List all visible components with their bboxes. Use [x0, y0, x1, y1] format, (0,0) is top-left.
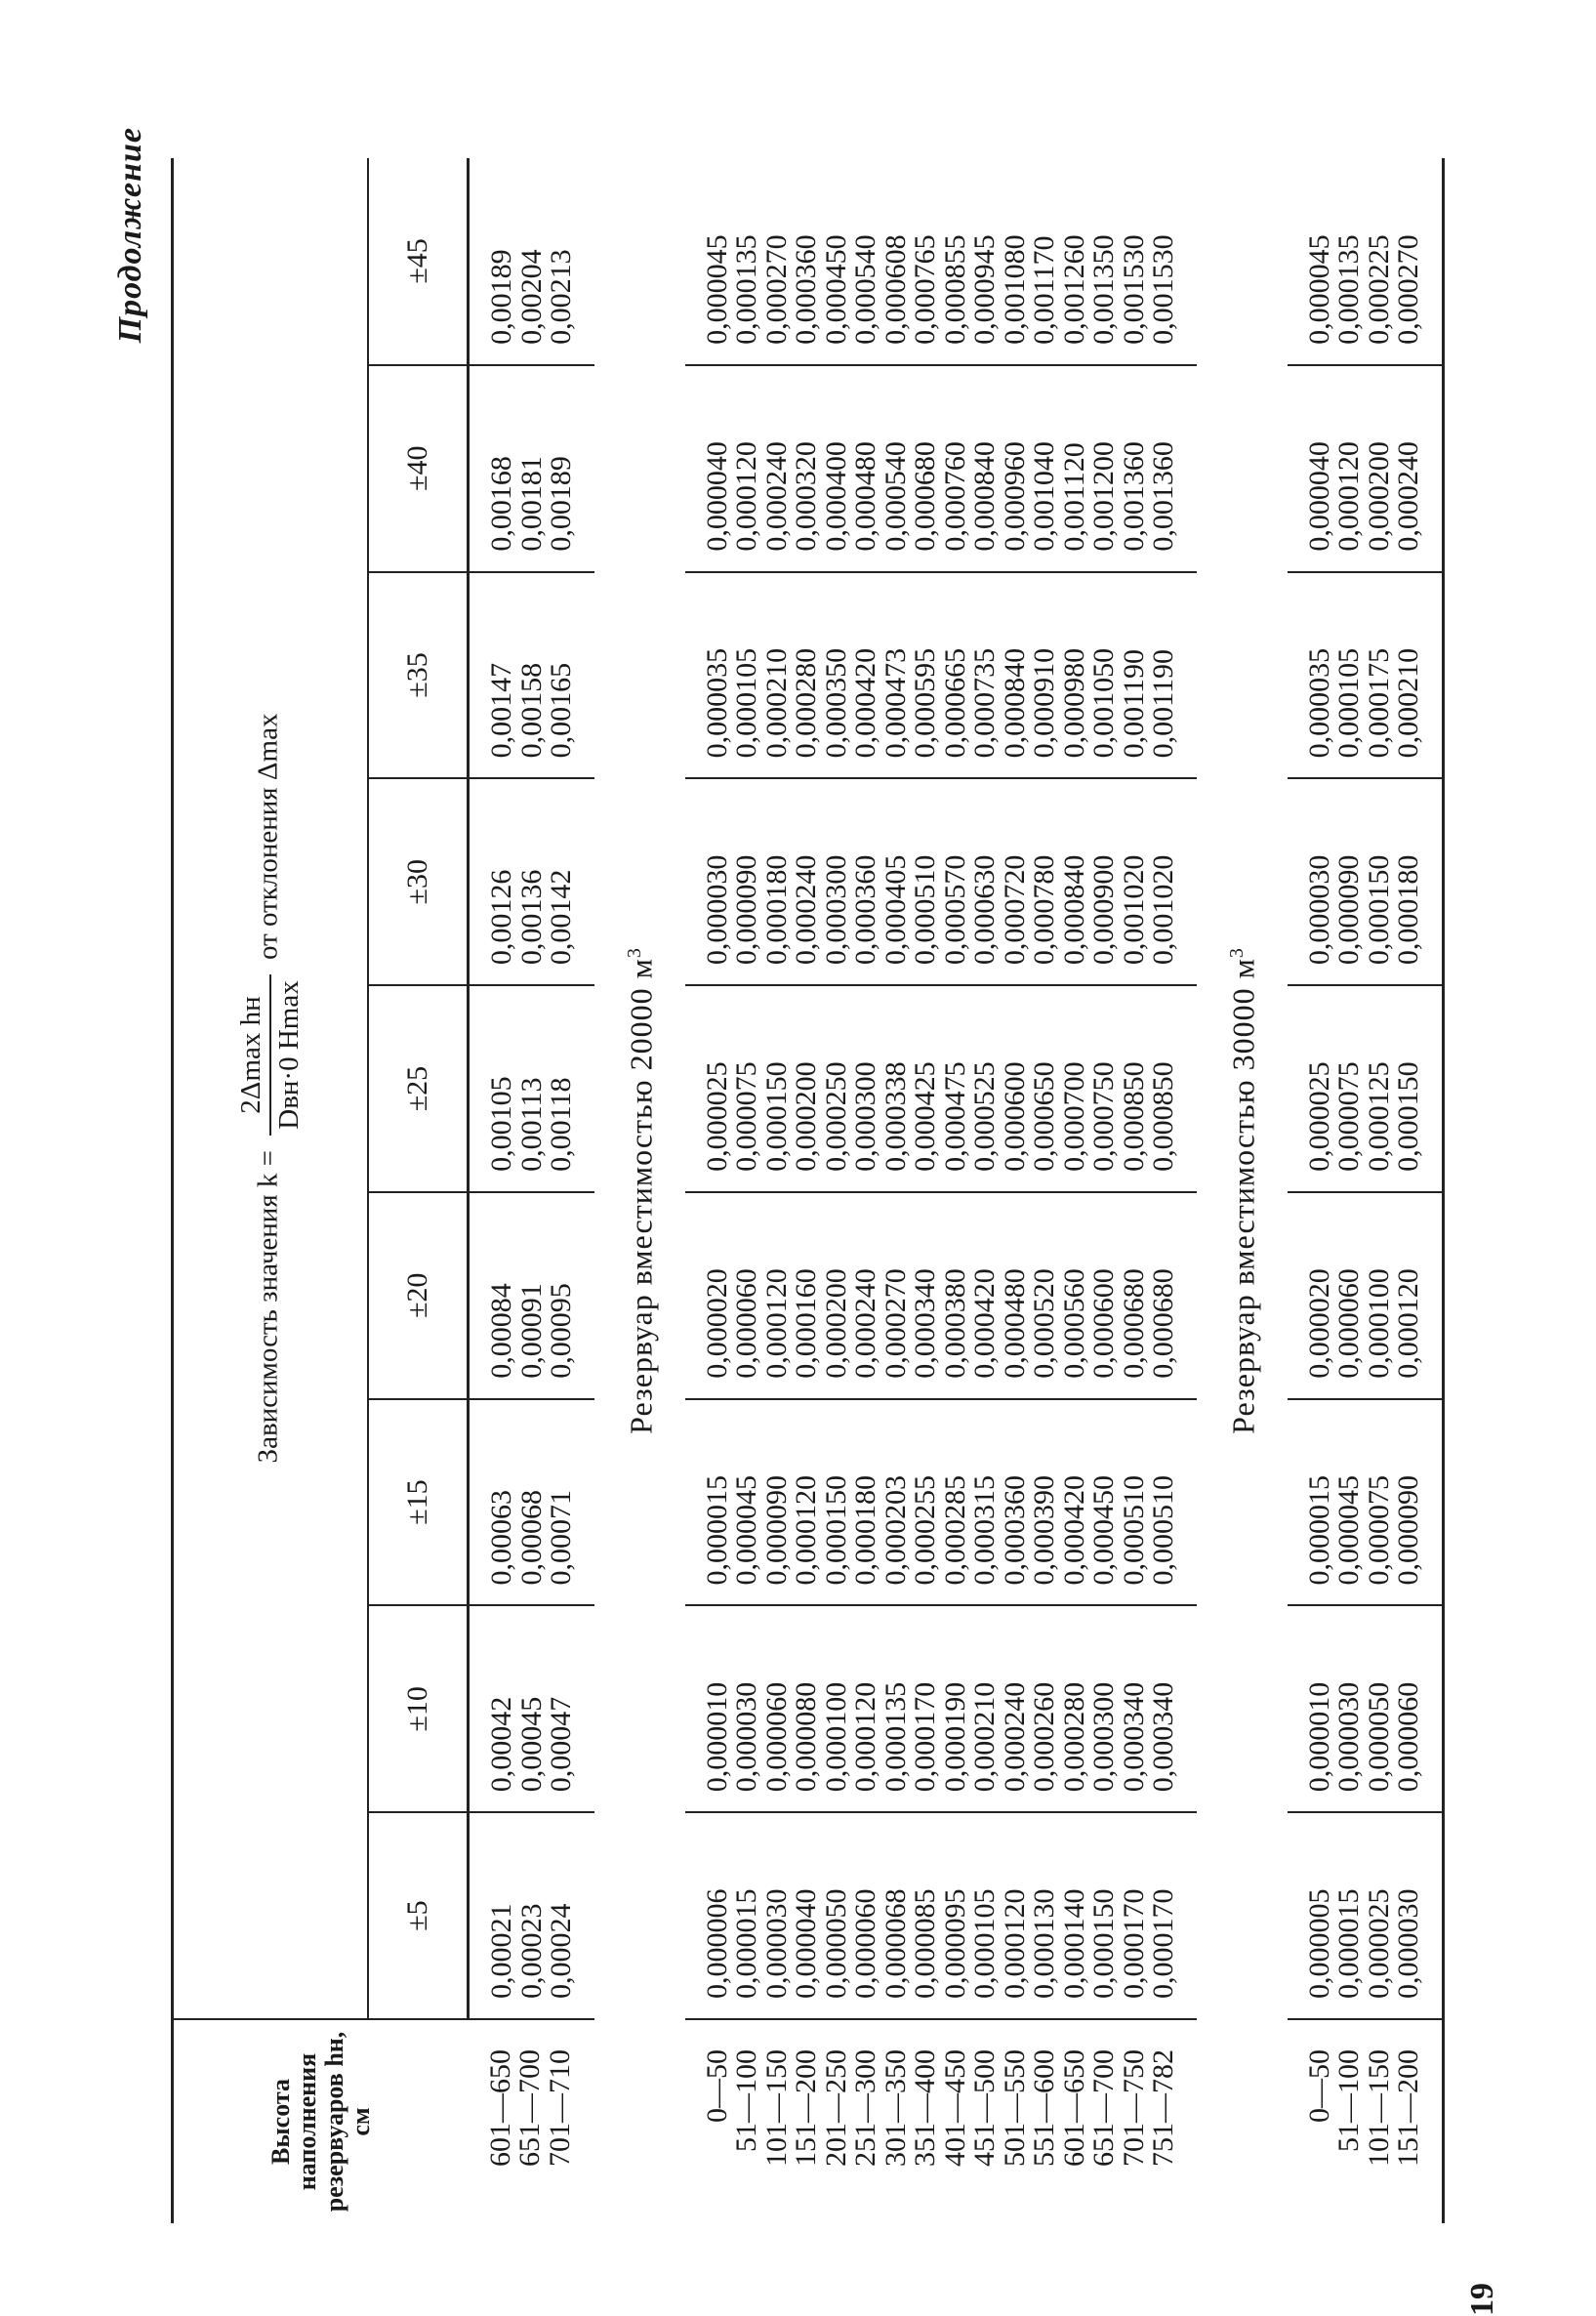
k-value: 0,000010: [700, 1681, 733, 1793]
k-value: 0,000240: [998, 1681, 1031, 1793]
k-value: 0,000090: [1392, 1474, 1425, 1586]
k-value: 0,000025: [1302, 1061, 1335, 1172]
k-value: 0,000150: [759, 1061, 793, 1172]
height-range: 51—100: [730, 2048, 763, 2152]
k-value: 0,000025: [700, 1061, 733, 1172]
k-value: 0,000120: [730, 441, 763, 552]
value-cell-column: [685, 985, 1197, 1192]
k-value: 0,00136: [514, 869, 548, 966]
k-value: 0,000030: [1332, 1681, 1366, 1793]
k-value: 0,000150: [819, 1474, 852, 1586]
k-value: 0,000045: [1302, 234, 1335, 345]
value-cell-column: [685, 1399, 1197, 1606]
k-value: 0,000180: [849, 1474, 882, 1586]
formula-header: [173, 158, 369, 2019]
height-range: 51—100: [1332, 2048, 1366, 2152]
value-cell-column: [1288, 1812, 1444, 2019]
k-value: 0,00021: [485, 1903, 517, 1999]
height-range: 251—300: [849, 2048, 882, 2167]
k-value: 0,000100: [1362, 1268, 1395, 1379]
k-value: 0,00147: [485, 662, 517, 759]
block-row: [469, 158, 594, 2223]
height-range: 0—50: [700, 2048, 733, 2123]
k-value: 0,000240: [1392, 441, 1425, 552]
k-value: 0,000035: [700, 647, 733, 759]
k-value: 0,000910: [1028, 647, 1061, 759]
k-value: 0,00063: [485, 1489, 517, 1586]
k-value: 0,000040: [1302, 441, 1335, 552]
k-value: 0,000480: [849, 441, 882, 552]
k-value: 0,000240: [759, 441, 793, 552]
k-value: 0,000240: [849, 1268, 882, 1379]
height-range: 651—700: [1087, 2048, 1121, 2167]
k-value: 0,000340: [909, 1268, 942, 1379]
k-value: 0,001050: [1087, 647, 1121, 759]
k-value: 0,000350: [819, 647, 852, 759]
k-value: 0,00105: [485, 1076, 517, 1172]
k-value: 0,000680: [909, 441, 942, 552]
k-value: 0,000090: [1332, 854, 1366, 966]
value-cell-column: [1288, 1399, 1444, 1606]
k-value: 0,000340: [1117, 1681, 1150, 1793]
height-range: 601—650: [1057, 2048, 1090, 2167]
k-value: 0,000120: [998, 1888, 1031, 1999]
k-value: 0,000680: [1147, 1268, 1180, 1379]
k-value: 0,000135: [730, 234, 763, 345]
height-cell-column: [1288, 2019, 1444, 2223]
k-value: 0,000700: [1057, 1061, 1090, 1172]
k-value: 0,000140: [1057, 1888, 1090, 1999]
k-value: 0,000600: [1087, 1268, 1121, 1379]
k-value: 0,000015: [730, 1888, 763, 1999]
k-value: 0,00084: [485, 1283, 517, 1379]
k-value: 0,000850: [1117, 1061, 1150, 1172]
k-value: 0,000765: [909, 234, 942, 345]
k-value: 0,000280: [790, 647, 823, 759]
k-value: 0,000068: [879, 1888, 912, 1999]
k-value: 0,00158: [514, 662, 548, 759]
k-value: 0,000020: [700, 1268, 733, 1379]
k-value: 0,000010: [1302, 1681, 1335, 1793]
k-value: 0,000510: [1147, 1474, 1180, 1586]
k-value: 0,000320: [790, 441, 823, 552]
deviation-header: ±40: [368, 365, 469, 572]
formula-denominator: Dвн·0 Hmax: [273, 980, 305, 1130]
k-value: 0,000170: [909, 1681, 942, 1793]
height-range: 351—400: [909, 2048, 942, 2167]
k-value: 0,000750: [1087, 1061, 1121, 1172]
value-cell-column: [685, 572, 1197, 779]
k-value: 0,000285: [938, 1474, 971, 1586]
height-cell-column: [469, 2019, 594, 2223]
height-range: 301—350: [879, 2048, 912, 2167]
section-title: Резервуар вместимостью 20000 м: [623, 958, 659, 1434]
k-value: 0,000405: [879, 854, 912, 966]
deviation-header: ±10: [368, 1605, 469, 1812]
value-cell-column: [469, 985, 594, 1192]
k-value: 0,001360: [1147, 441, 1180, 552]
formula-fraction: [235, 974, 306, 1135]
height-range: 651—700: [513, 2048, 546, 2167]
k-value: 0,000120: [1332, 441, 1366, 552]
k-value: 0,001190: [1117, 649, 1150, 759]
value-cell-column: [469, 365, 594, 572]
k-value: 0,000315: [968, 1474, 1002, 1586]
k-value: 0,000595: [909, 647, 942, 759]
k-value: 0,000450: [1087, 1474, 1121, 1586]
k-value: 0,00189: [485, 249, 517, 345]
height-range: 551—600: [1028, 2048, 1061, 2167]
k-value: 0,000210: [1392, 647, 1425, 759]
k-value: 0,000760: [938, 441, 971, 552]
k-value: 0,000170: [1147, 1888, 1180, 1999]
height-range: 101—150: [1362, 2048, 1395, 2167]
k-value: 0,001200: [1087, 441, 1121, 552]
k-value: 0,000450: [819, 234, 852, 345]
k-value: 0,000270: [879, 1268, 912, 1379]
k-value: 0,000150: [1362, 854, 1395, 966]
k-value: 0,000085: [909, 1888, 942, 1999]
k-value: 0,00024: [545, 1903, 577, 1999]
k-value: 0,000090: [759, 1474, 793, 1586]
k-value: 0,000255: [909, 1474, 942, 1586]
k-value: 0,00047: [545, 1696, 577, 1793]
k-value: 0,000360: [849, 854, 882, 966]
k-value: 0,000240: [790, 854, 823, 966]
height-range: 151—200: [790, 2048, 823, 2167]
k-value: 0,000075: [1362, 1474, 1395, 1586]
k-value: 0,000030: [1302, 854, 1335, 966]
k-value: 0,000260: [1028, 1681, 1061, 1793]
deviation-header: ±15: [368, 1399, 469, 1606]
block-row: [685, 158, 1197, 2223]
page-number-wrap: [1464, 2283, 1501, 2316]
k-value: 0,000300: [819, 854, 852, 966]
k-value: 0,000060: [730, 1268, 763, 1379]
k-value: 0,000200: [790, 1061, 823, 1172]
k-value: 0,001360: [1117, 441, 1150, 552]
k-value: 0,000030: [730, 1681, 763, 1793]
k-value: 0,001260: [1057, 234, 1090, 345]
k-value: 0,000630: [968, 854, 1002, 966]
value-cell-column: [469, 1192, 594, 1399]
k-value: 0,000060: [1332, 1268, 1366, 1379]
k-value: 0,00168: [485, 456, 517, 552]
k-value: 0,000720: [998, 854, 1031, 966]
k-value: 0,000570: [938, 854, 971, 966]
value-cell-column: [469, 572, 594, 779]
k-value: 0,000040: [700, 441, 733, 552]
k-value: 0,000840: [1057, 854, 1090, 966]
k-value: 0,000475: [938, 1061, 971, 1172]
k-value: 0,000945: [968, 234, 1002, 345]
section-row: [594, 158, 685, 2223]
k-value: 0,00165: [545, 662, 577, 759]
k-value: 0,000135: [1332, 234, 1366, 345]
k-value: 0,000180: [1392, 854, 1425, 966]
formula-numerator: 2Δmax hн: [235, 974, 271, 1135]
value-cell-column: [1288, 1192, 1444, 1399]
height-range: 401—450: [938, 2048, 971, 2167]
k-value: 0,000080: [790, 1681, 823, 1793]
k-value: 0,000030: [759, 1888, 793, 1999]
k-value: 0,000608: [879, 234, 912, 345]
k-value: 0,001020: [1147, 854, 1180, 966]
section-row: [1197, 158, 1288, 2223]
k-value: 0,000525: [968, 1061, 1002, 1172]
k-value: 0,000473: [879, 647, 912, 759]
k-value: 0,00045: [514, 1696, 548, 1793]
k-value: 0,00118: [545, 1077, 577, 1172]
k-value: 0,000160: [790, 1268, 823, 1379]
k-value: 0,000980: [1057, 647, 1090, 759]
value-cell-column: [685, 1605, 1197, 1812]
k-value: 0,000120: [849, 1681, 882, 1793]
value-cell-column: [1288, 365, 1444, 572]
k-value: 0,000270: [759, 234, 793, 345]
deviation-header-row: [368, 158, 469, 2223]
value-cell-column: [685, 1192, 1197, 1399]
k-value: 0,000120: [759, 1268, 793, 1379]
deviation-table: [171, 158, 1445, 2223]
k-value: 0,000090: [730, 854, 763, 966]
k-value: 0,000200: [1362, 441, 1395, 552]
k-value: 0,000210: [968, 1681, 1002, 1793]
table-body: [469, 158, 1444, 2223]
k-value: 0,000120: [1392, 1268, 1425, 1379]
k-value: 0,000400: [819, 441, 852, 552]
k-value: 0,000005: [1302, 1888, 1335, 1999]
k-value: 0,00095: [545, 1283, 577, 1379]
value-cell-column: [469, 1605, 594, 1812]
value-cell-column: [469, 1399, 594, 1606]
value-cell-column: [1288, 1605, 1444, 1812]
k-value: 0,000060: [759, 1681, 793, 1793]
value-cell-column: [1288, 572, 1444, 779]
k-value: 0,000855: [938, 234, 971, 345]
k-value: 0,00091: [514, 1283, 548, 1379]
k-value: 0,000125: [1362, 1061, 1395, 1172]
k-value: 0,000900: [1087, 854, 1121, 966]
k-value: 0,001530: [1117, 234, 1150, 345]
k-value: 0,000105: [1332, 647, 1366, 759]
k-value: 0,000006: [700, 1888, 733, 1999]
k-value: 0,000510: [1117, 1474, 1150, 1586]
height-range: 451—500: [968, 2048, 1002, 2167]
k-value: 0,000480: [998, 1268, 1031, 1379]
k-value: 0,000390: [1028, 1474, 1061, 1586]
k-value: 0,000075: [1332, 1061, 1366, 1172]
k-value: 0,00213: [545, 249, 577, 345]
k-value: 0,000150: [1392, 1061, 1425, 1172]
value-cell-column: [685, 778, 1197, 985]
height-range: 751—782: [1147, 2048, 1180, 2167]
height-column-header: Высота наполнения резервуаров hн, см: [173, 2019, 469, 2223]
deviation-header: ±25: [368, 985, 469, 1192]
k-value: 0,00042: [485, 1696, 517, 1793]
formula-suffix: от отклонения Δmax: [252, 713, 284, 961]
height-range: 0—50: [1302, 2048, 1335, 2123]
height-range: 501—550: [998, 2048, 1031, 2167]
height-range: 101—150: [759, 2048, 793, 2167]
section-title-cell: [594, 158, 685, 2223]
k-value: 0,000060: [849, 1888, 882, 1999]
k-value: 0,001120: [1057, 442, 1090, 552]
k-value: 0,000540: [849, 234, 882, 345]
block-row: [1288, 158, 1444, 2223]
height-range: 701—710: [543, 2048, 576, 2167]
k-value: 0,000045: [1332, 1474, 1366, 1586]
k-value: 0,000050: [819, 1888, 852, 1999]
k-value: 0,000735: [968, 647, 1002, 759]
k-value: 0,000015: [1332, 1888, 1366, 1999]
k-value: 0,000665: [938, 647, 971, 759]
section-title: Резервуар вместимостью 30000 м: [1225, 958, 1261, 1434]
value-cell-column: [1288, 158, 1444, 365]
k-value: 0,000780: [1028, 854, 1061, 966]
k-value: 0,00126: [485, 869, 517, 966]
value-cell-column: [685, 365, 1197, 572]
k-value: 0,000600: [998, 1061, 1031, 1172]
k-value: 0,000420: [1057, 1474, 1090, 1586]
k-value: 0,000360: [998, 1474, 1031, 1586]
k-value: 0,001350: [1087, 234, 1121, 345]
k-value: 0,000170: [1117, 1888, 1150, 1999]
k-value: 0,000030: [700, 854, 733, 966]
k-value: 0,000300: [1087, 1681, 1121, 1793]
k-value: 0,000520: [1028, 1268, 1061, 1379]
k-value: 0,000280: [1057, 1681, 1090, 1793]
k-value: 0,000425: [909, 1061, 942, 1172]
k-value: 0,000045: [730, 1474, 763, 1586]
k-value: 0,000850: [1147, 1061, 1180, 1172]
k-value: 0,000150: [1087, 1888, 1121, 1999]
k-value: 0,000380: [938, 1268, 971, 1379]
height-range: 601—650: [483, 2048, 516, 2167]
k-value: 0,000175: [1362, 647, 1395, 759]
k-value: 0,000650: [1028, 1061, 1061, 1172]
page-number: 19: [1464, 2283, 1500, 2316]
value-cell-column: [469, 778, 594, 985]
continued-label: Продолжение: [112, 127, 148, 344]
k-value: 0,00113: [514, 1077, 548, 1172]
k-value: 0,000190: [938, 1681, 971, 1793]
k-value: 0,000030: [1392, 1888, 1425, 1999]
k-value: 0,001530: [1147, 234, 1180, 345]
k-value: 0,00071: [545, 1489, 577, 1586]
k-value: 0,000200: [819, 1268, 852, 1379]
k-value: 0,000360: [790, 234, 823, 345]
height-range: 201—250: [819, 2048, 852, 2167]
k-value: 0,000060: [1392, 1681, 1425, 1793]
value-cell-column: [1288, 985, 1444, 1192]
deviation-header: ±30: [368, 778, 469, 985]
deviation-header: ±5: [368, 1812, 469, 2019]
k-value: 0,00068: [514, 1489, 548, 1586]
k-value: 0,000270: [1392, 234, 1425, 345]
k-value: 0,000130: [1028, 1888, 1061, 1999]
value-cell-column: [685, 1812, 1197, 2019]
height-range: 151—200: [1392, 2048, 1425, 2167]
k-value: 0,000225: [1362, 234, 1395, 345]
k-value: 0,000105: [730, 647, 763, 759]
value-cell-column: [685, 158, 1197, 365]
k-value: 0,000840: [968, 441, 1002, 552]
k-value: 0,000105: [968, 1888, 1002, 1999]
k-value: 0,000540: [879, 441, 912, 552]
height-cell-column: [685, 2019, 1197, 2223]
k-value: 0,000203: [879, 1474, 912, 1586]
k-value: 0,000015: [700, 1474, 733, 1586]
k-value: 0,000680: [1117, 1268, 1150, 1379]
value-cell-column: [1288, 778, 1444, 985]
value-cell-column: [469, 1812, 594, 2019]
k-value: 0,000250: [819, 1061, 852, 1172]
k-value: 0,00142: [545, 869, 577, 966]
section-title-superscript: 3: [1225, 947, 1248, 959]
k-value: 0,000560: [1057, 1268, 1090, 1379]
k-value: 0,000135: [879, 1681, 912, 1793]
k-value: 0,000025: [1362, 1888, 1395, 1999]
k-value: 0,001170: [1028, 235, 1061, 345]
k-value: 0,000340: [1147, 1681, 1180, 1793]
k-value: 0,000120: [790, 1474, 823, 1586]
k-value: 0,000050: [1362, 1681, 1395, 1793]
k-value: 0,001020: [1117, 854, 1150, 966]
section-title-cell: [1197, 158, 1288, 2223]
k-value: 0,000420: [849, 647, 882, 759]
k-value: 0,000035: [1302, 647, 1335, 759]
k-value: 0,000020: [1302, 1268, 1335, 1379]
k-value: 0,001190: [1147, 649, 1180, 759]
k-value: 0,000100: [819, 1681, 852, 1793]
height-range: 701—750: [1117, 2048, 1150, 2167]
k-value: 0,000420: [968, 1268, 1002, 1379]
k-value: 0,000840: [998, 647, 1031, 759]
k-value: 0,000180: [759, 854, 793, 966]
value-cell-column: [469, 158, 594, 365]
formula-prefix: Зависимость значения k =: [252, 1149, 284, 1464]
k-value: 0,000510: [909, 854, 942, 966]
k-value: 0,000045: [700, 234, 733, 345]
k-value: 0,000040: [790, 1888, 823, 1999]
k-value: 0,000960: [998, 441, 1031, 552]
k-value: 0,00181: [514, 456, 548, 552]
k-value: 0,000075: [730, 1061, 763, 1172]
deviation-header: ±45: [368, 158, 469, 365]
k-value: 0,000300: [849, 1061, 882, 1172]
k-value: 0,000015: [1302, 1474, 1335, 1586]
k-value: 0,000210: [759, 647, 793, 759]
k-value: 0,00023: [514, 1903, 548, 1999]
k-value: 0,00189: [545, 456, 577, 552]
k-value: 0,001040: [1028, 441, 1061, 552]
k-value: 0,00204: [514, 249, 548, 345]
k-value: 0,000095: [938, 1888, 971, 1999]
deviation-header: ±35: [368, 572, 469, 779]
k-value: 0,000338: [879, 1061, 912, 1172]
k-value: 0,001080: [998, 234, 1031, 345]
section-title-superscript: 3: [623, 947, 645, 959]
deviation-header: ±20: [368, 1192, 469, 1399]
